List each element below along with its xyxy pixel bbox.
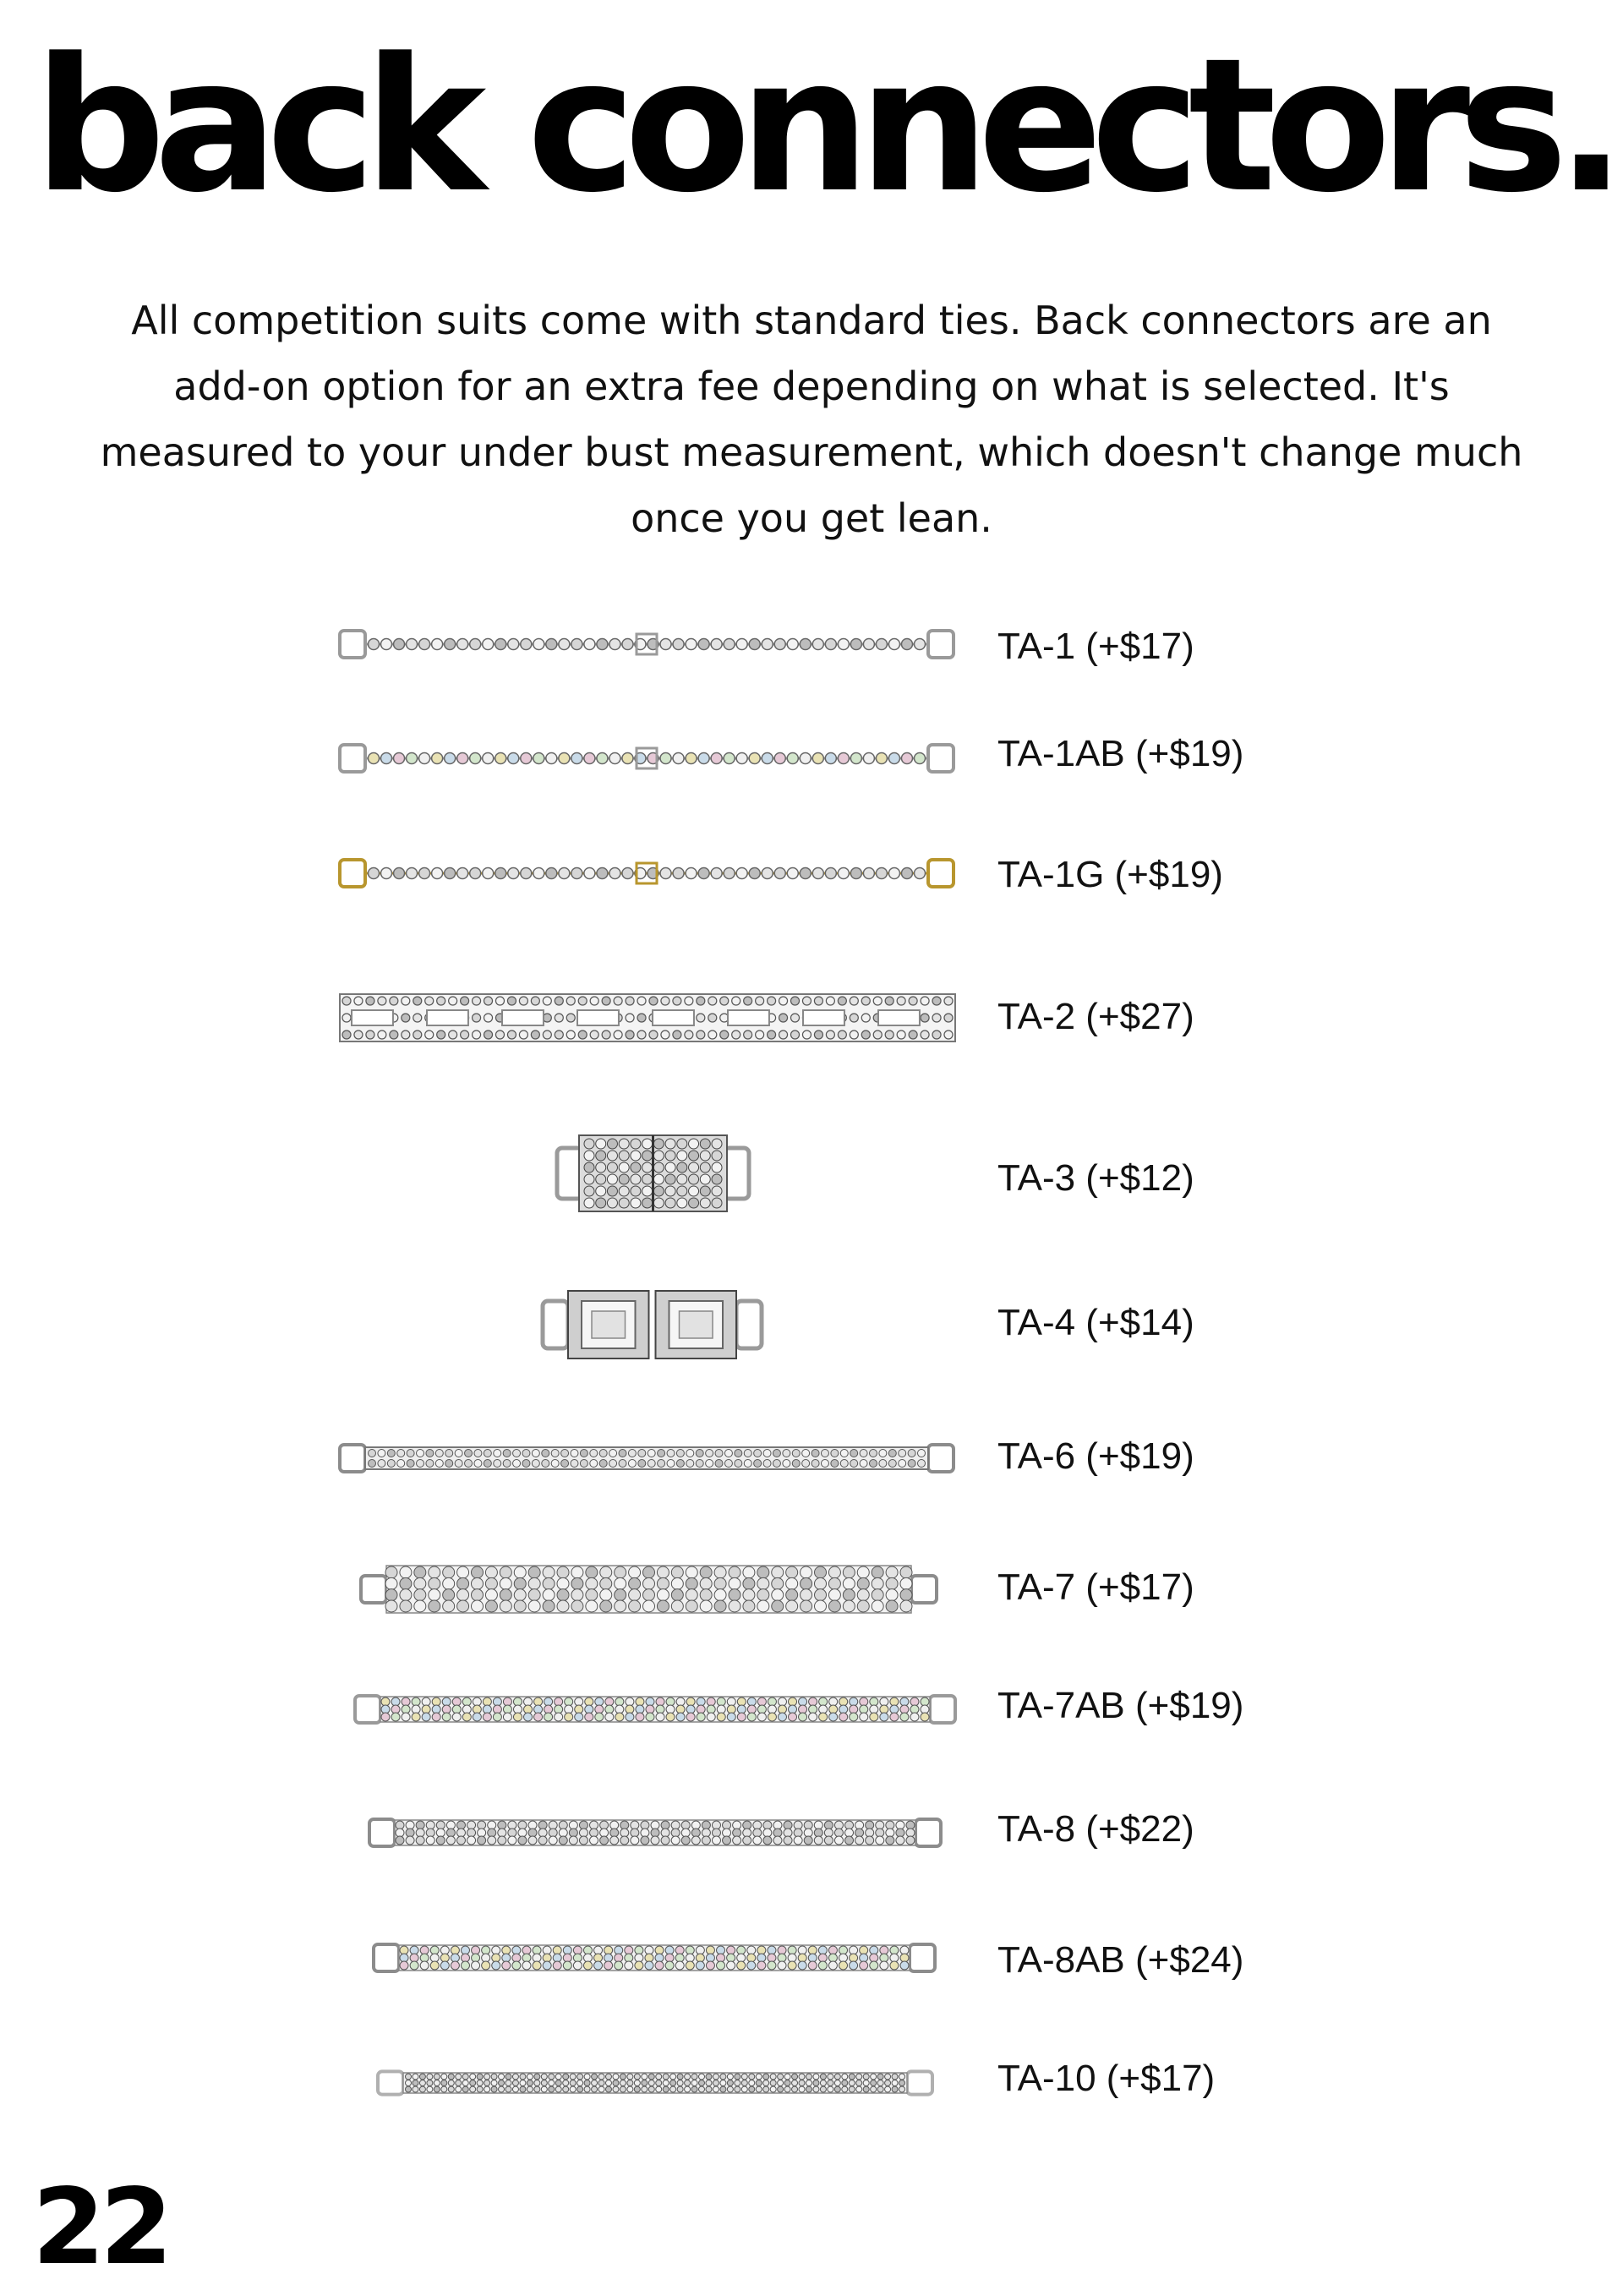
connector-art xyxy=(340,631,954,658)
connector-art xyxy=(374,1944,935,1971)
connector-label: TA-10 (+$17) xyxy=(997,2058,1216,2099)
connector-image xyxy=(376,2069,934,2097)
connector-label: TA-7AB (+$19) xyxy=(997,1685,1244,1726)
connector-image xyxy=(539,1286,765,1364)
connector-label: TA-2 (+$27) xyxy=(997,996,1194,1037)
connector-image xyxy=(353,1692,957,1726)
connector-label: TA-1AB (+$19) xyxy=(997,733,1244,774)
connector-image xyxy=(338,627,955,661)
connector-image xyxy=(554,1132,752,1215)
connector-art xyxy=(340,1445,954,1472)
connector-label: TA-4 (+$14) xyxy=(997,1302,1194,1343)
connector-art xyxy=(378,2071,932,2094)
connector-art xyxy=(543,1291,762,1358)
intro-paragraph: All competition suits come with standard ties. Back connectors are an add-on option for an extra fee depending on what is selected. It's measured to your under bust measurement, which doesn't change much once you get lean. xyxy=(100,298,1523,541)
connector-label: TA-1G (+$19) xyxy=(997,854,1223,895)
connector-art xyxy=(340,745,954,772)
connector-art xyxy=(340,860,954,887)
connector-label: TA-3 (+$12) xyxy=(997,1157,1194,1199)
connector-label: TA-7 (+$17) xyxy=(997,1566,1194,1608)
connector-art xyxy=(369,1819,941,1846)
connector-image xyxy=(372,1941,937,1975)
connector-image xyxy=(338,1441,955,1475)
connector-image xyxy=(338,856,955,890)
connector-image xyxy=(338,991,957,1045)
page-title: back connectors. xyxy=(34,19,1615,233)
connector-image xyxy=(359,1561,938,1617)
page-number: 22 xyxy=(32,2167,168,2288)
connector-image xyxy=(368,1816,943,1850)
connector-label: TA-8AB (+$24) xyxy=(997,1939,1244,1981)
connector-label: TA-1 (+$17) xyxy=(997,626,1194,667)
connector-image xyxy=(338,741,955,775)
connector-art xyxy=(340,994,955,1041)
connector-art xyxy=(557,1135,749,1211)
connector-label: TA-6 (+$19) xyxy=(997,1435,1194,1477)
connector-art xyxy=(355,1696,955,1723)
connector-art xyxy=(361,1566,937,1613)
connector-label: TA-8 (+$22) xyxy=(997,1808,1194,1850)
